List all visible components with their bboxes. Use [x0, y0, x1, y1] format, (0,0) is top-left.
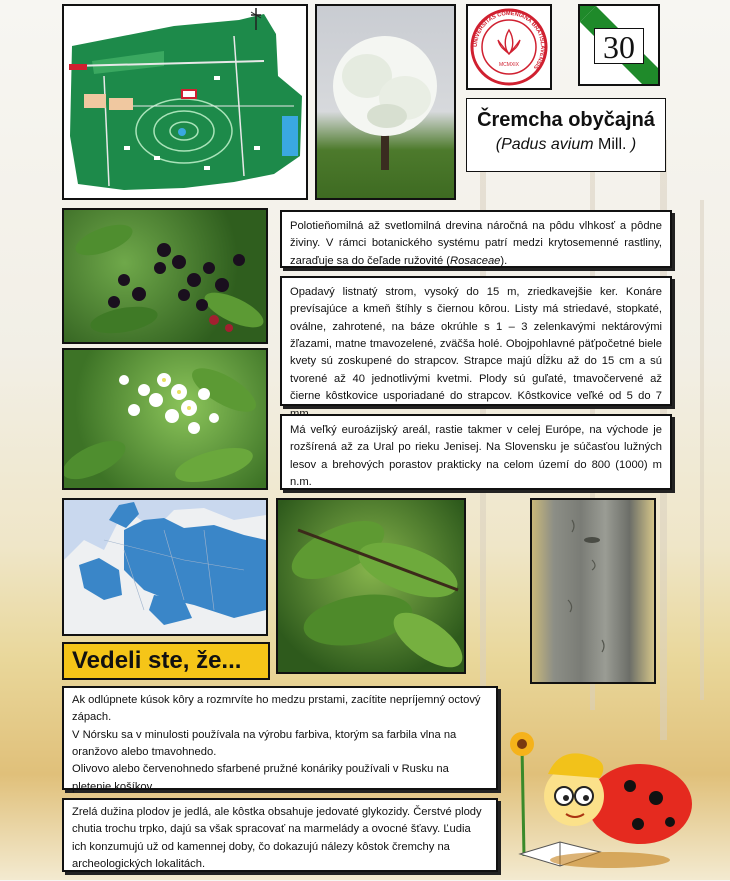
intro-text-box [280, 210, 672, 268]
intro-text: Polotieňomilná až svetlomilná drevina náročná na pôdu vlhkosť a pôdne živiny. V rámci botanického systému patrí medzi krytosemenné rastliny, zaraďuje sa do čeľade ružovité ( [290, 220, 662, 267]
flowers-photo [62, 348, 268, 490]
did-you-know-heading [62, 642, 270, 680]
fact-smell: Ak odlúpnete kúsok kôry a rozmrvíte ho medzu prstami, zacítite nepríjemný octový zápach. [72, 694, 481, 724]
intro-text-end: ). [500, 254, 508, 267]
latin-genus: Padus avium [501, 136, 594, 153]
number-badge [578, 4, 660, 86]
latin-open-paren: ( [495, 136, 502, 153]
description-text: Opadavý listnatý strom, vysoký do 15 m, zriedkavejšie ker. Konáre prevísajúce a kmeň štíhly s čiernou kôrou. Listy má striedavé, stopkaté, oválne, zahrotené, na báze okrúhle s 1 – 3 zelenkavými nektárovými žľazami, matne tmavozelené, zväčša holé. Obojpohlavné päťpočetné biele kvety sú zoskupené do strapcov. Strapce majú dĺžku až do 15 cm a sú tvorené až 40 jednotlivými kvetmi. Plody sú guľaté, tmavočervené až čierne kôstkovice usporiadané do strapcov. Kôstkovice veľké od 5 do 7 [290, 286, 662, 403]
logo-ring-text: UNIVERSITAS COMENIANA BRATISLAVENSIS [472, 10, 546, 71]
plant-latin-name [467, 133, 665, 157]
plant-name: Čremcha obyčajná [477, 109, 655, 131]
leaves-photo [276, 498, 466, 674]
bark-drawing [532, 500, 654, 682]
distribution-text: Má veľký euroázijský areál, rastie takmer v celej Európe, na východe je rozšírená až za Ural po rieku Jenisej. Na Slovensku je súčasťou lužných lesov a brehových porastov prakticky na celom území do 800 (1000) m n.m. [290, 424, 662, 489]
university-logo [466, 4, 552, 90]
distribution-map [62, 498, 268, 636]
tree-drawing [317, 6, 454, 198]
ladybug-mascot [500, 726, 700, 876]
berries-photo [62, 208, 268, 344]
badge-number: 30 [594, 28, 644, 64]
distribution-text-box [280, 414, 672, 490]
garden-map-drawing [64, 6, 306, 198]
latin-author: Mill. [598, 136, 627, 153]
garden-map [62, 4, 308, 200]
berries-drawing [64, 210, 266, 342]
description-text-box [280, 276, 672, 406]
ladybug-drawing [500, 726, 700, 876]
facts-box-2 [62, 798, 498, 872]
north-arrow-icon [248, 6, 264, 32]
fact-edible: Zrelá dužina plodov je jedlá, ale kôstka obsahuje jedovaté glykozidy. Čerstvé plody chutia trochu trpko, dajú sa však spracovať na marmelády a ovocné šťavy. Ľudia ich konzumujú už od kamennej doby, čo dokazujú nálezy kôstok čremchy na archeologických lokalitách. [72, 806, 482, 871]
latin-close-paren: ) [630, 136, 637, 153]
bark-photo [530, 498, 656, 684]
logo-year: MCMXIX [499, 62, 519, 68]
distribution-map-drawing [64, 500, 266, 634]
facts-box-1 [62, 686, 498, 793]
did-you-know-title: Vedeli ste, že... [72, 647, 242, 674]
title-box [466, 98, 666, 172]
intro-family: Rosaceae [450, 254, 501, 267]
leaves-drawing [278, 500, 464, 672]
tree-photo [315, 4, 456, 200]
flowers-drawing [64, 350, 266, 488]
fact-dye: V Nórsku sa v minulosti používala na výrobu farbiva, ktorým sa farbila vlna na oranžovo alebo tmavohnedo. [72, 728, 457, 759]
fact-baskets: Olivovo alebo červenohnedo sfarbené pružné konáriky používali v Rusku na pletenie košíkov. [72, 763, 449, 793]
